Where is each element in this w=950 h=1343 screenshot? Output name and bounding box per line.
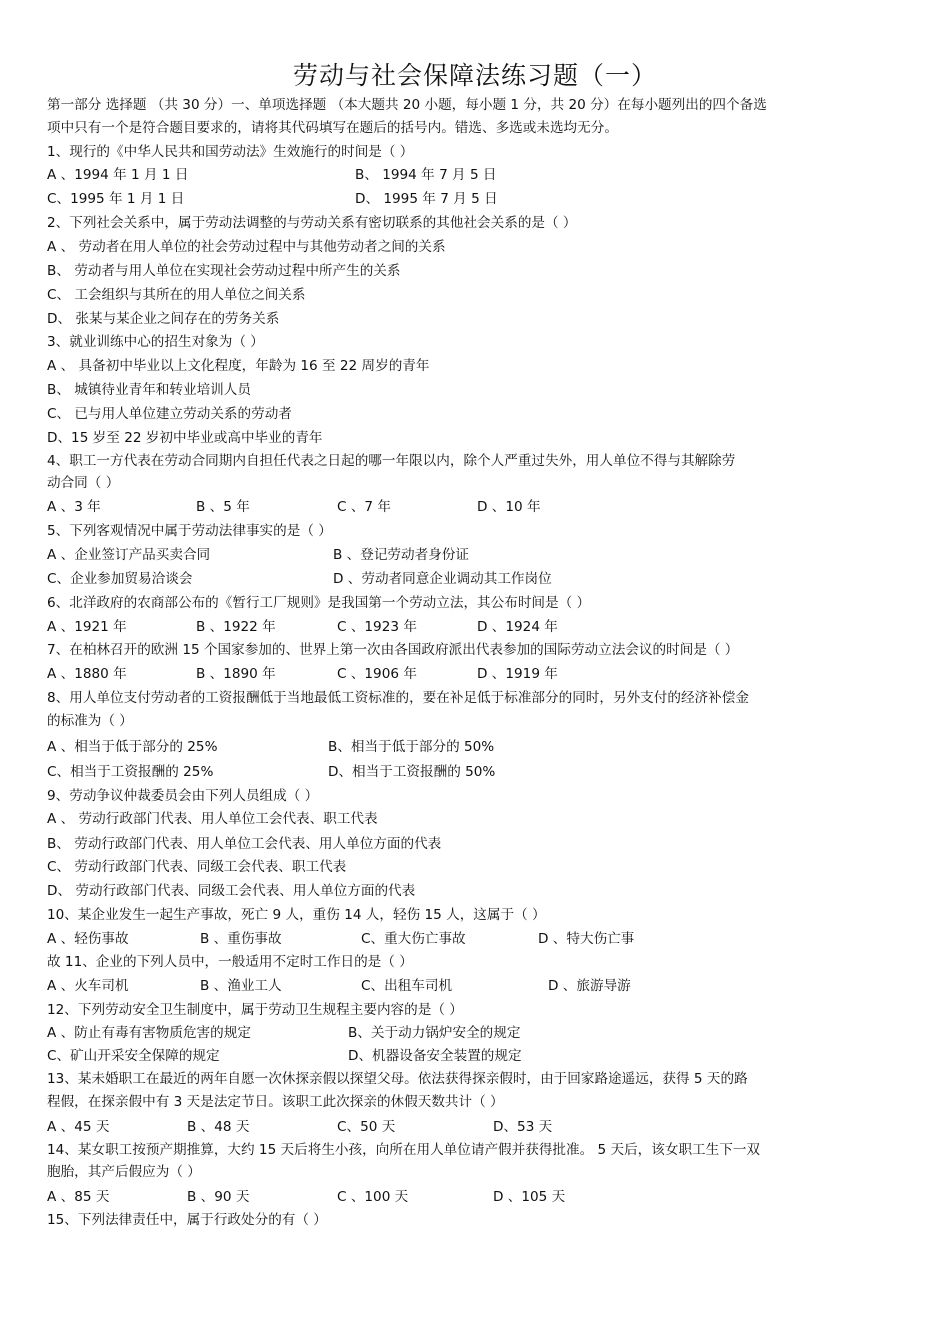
- question-3-option-a: A 、 具备初中毕业以上文化程度，年龄为 16 至 22 周岁的青年: [47, 358, 430, 374]
- question-7-option-a: A 、1880 年: [47, 666, 127, 682]
- question-7-stem: 7、在柏林召开的欧洲 15 个国家参加的、世界上第一次由各国政府派出代表参加的国际劳动立法会议的时间是（ ）: [47, 642, 739, 658]
- question-6-option-d: D 、1924 年: [477, 619, 558, 635]
- question-2-option-a: A 、 劳动者在用人单位的社会劳动过程中与其他劳动者之间的关系: [47, 239, 446, 255]
- question-3-option-b: B、 城镇待业青年和转业培训人员: [47, 382, 251, 398]
- question-4-option-c: C 、7 年: [337, 499, 391, 515]
- question-13-option-d: D、53 天: [493, 1119, 553, 1135]
- question-5-stem: 5、下列客观情况中属于劳动法律事实的是（ ）: [47, 523, 332, 539]
- question-4-option-b: B 、5 年: [196, 499, 250, 515]
- question-13-stem-line-2: 程假，在探亲假中有 3 天是法定节日。该职工此次探亲的休假天数共计（ ）: [47, 1094, 504, 1110]
- question-14-stem-line-2: 胞胎，其产后假应为（ ）: [47, 1164, 201, 1180]
- question-1-stem: 1、现行的《中华人民共和国劳动法》生效施行的时间是（ ）: [47, 144, 414, 160]
- question-12-stem: 12、下列劳动安全卫生制度中，属于劳动卫生规程主要内容的是（ ）: [47, 1002, 463, 1018]
- question-2-option-b: B、 劳动者与用人单位在实现社会劳动过程中所产生的关系: [47, 263, 401, 279]
- question-10-option-d: D 、特大伤亡事: [538, 931, 635, 947]
- question-6-stem: 6、北洋政府的农商部公布的《暂行工厂规则》是我国第一个劳动立法，其公布时间是（ ）: [47, 595, 591, 611]
- question-6-option-a: A 、1921 年: [47, 619, 127, 635]
- question-11-option-b: B 、渔业工人: [200, 978, 282, 994]
- question-1-option-a: A 、1994 年 1 月 1 日: [47, 167, 189, 183]
- question-13-option-a: A 、45 天: [47, 1119, 110, 1135]
- question-8-option-a: A 、相当于低于部分的 25%: [47, 739, 218, 755]
- question-4-stem-line-2: 动合同（ ）: [47, 475, 120, 491]
- question-14-stem-line-1: 14、某女职工按预产期推算，大约 15 天后将生小孩，向所在用人单位请产假并获得批准。 5 天后，该女职工生下一双: [47, 1142, 761, 1158]
- question-14-option-c: C 、100 天: [337, 1189, 409, 1205]
- question-9-option-b: B、 劳动行政部门代表、用人单位工会代表、用人单位方面的代表: [47, 836, 442, 852]
- question-9-option-d: D、 劳动行政部门代表、同级工会代表、用人单位方面的代表: [47, 883, 416, 899]
- question-5-option-b: B 、登记劳动者身份证: [333, 547, 469, 563]
- question-11-option-a: A 、火车司机: [47, 978, 129, 994]
- question-3-stem: 3、就业训练中心的招生对象为（ ）: [47, 334, 264, 350]
- question-4-option-d: D 、10 年: [477, 499, 541, 515]
- question-11-option-c: C、出租车司机: [361, 978, 453, 994]
- question-2-option-d: D、 张某与某企业之间存在的劳务关系: [47, 311, 280, 327]
- question-11-stem: 故 11、企业的下列人员中，一般适用不定时工作日的是（ ）: [47, 954, 413, 970]
- question-10-stem: 10、某企业发生一起生产事故，死亡 9 人，重伤 14 人，轻伤 15 人，这属于（ ）: [47, 907, 546, 923]
- intro-line-1: 第一部分 选择题 （共 30 分）一、单项选择题 （本大题共 20 小题，每小题 1 分，共 20 分）在每小题列出的四个备选: [47, 97, 767, 113]
- question-12-option-b: B、关于动力锅炉安全的规定: [348, 1025, 521, 1041]
- intro-line-2: 项中只有一个是符合题目要求的，请将其代码填写在题后的括号内。错选、多选或未选均无分。: [47, 120, 618, 136]
- page-title: 劳动与社会保障法练习题（一）: [292, 61, 657, 90]
- question-7-option-b: B 、1890 年: [196, 666, 276, 682]
- question-14-option-b: B 、90 天: [187, 1189, 250, 1205]
- question-12-option-d: D、机器设备安全装置的规定: [348, 1048, 522, 1064]
- question-5-option-d: D 、劳动者同意企业调动其工作岗位: [333, 571, 552, 587]
- question-2-option-c: C、 工会组织与其所在的用人单位之间关系: [47, 287, 306, 303]
- question-13-option-b: B 、48 天: [187, 1119, 250, 1135]
- question-12-option-a: A 、防止有毒有害物质危害的规定: [47, 1025, 251, 1041]
- question-8-option-d: D、相当于工资报酬的 50%: [328, 764, 496, 780]
- question-8-stem-line-1: 8、用人单位支付劳动者的工资报酬低于当地最低工资标准的，要在补足低于标准部分的同时，另外支付的经济补偿金: [47, 690, 749, 706]
- question-3-option-d: D、15 岁至 22 岁初中毕业或高中毕业的青年: [47, 430, 323, 446]
- question-1-option-b: B、 1994 年 7 月 5 日: [355, 167, 497, 183]
- question-14-option-d: D 、105 天: [493, 1189, 566, 1205]
- question-10-option-b: B 、重伤事故: [200, 931, 282, 947]
- question-10-option-a: A 、轻伤事故: [47, 931, 129, 947]
- question-8-option-b: B、相当于低于部分的 50%: [328, 739, 495, 755]
- question-3-option-c: C、 已与用人单位建立劳动关系的劳动者: [47, 406, 292, 422]
- question-5-option-a: A 、企业签订产品买卖合同: [47, 547, 211, 563]
- question-13-option-c: C、50 天: [337, 1119, 396, 1135]
- question-1-option-c: C、1995 年 1 月 1 日: [47, 191, 185, 207]
- question-13-stem-line-1: 13、某未婚职工在最近的两年自愿一次休探亲假以探望父母。依法获得探亲假时，由于回家路途遥远，获得 5 天的路: [47, 1071, 748, 1087]
- question-6-option-c: C 、1923 年: [337, 619, 417, 635]
- question-11-option-d: D 、旅游导游: [548, 978, 631, 994]
- question-12-option-c: C、矿山开采安全保障的规定: [47, 1048, 220, 1064]
- question-5-option-c: C、企业参加贸易洽谈会: [47, 571, 193, 587]
- question-8-option-c: C、相当于工资报酬的 25%: [47, 764, 214, 780]
- question-7-option-d: D 、1919 年: [477, 666, 558, 682]
- question-8-stem-line-2: 的标准为（ ）: [47, 713, 133, 729]
- question-9-option-c: C、 劳动行政部门代表、同级工会代表、职工代表: [47, 859, 347, 875]
- question-9-stem: 9、劳动争议仲裁委员会由下列人员组成（ ）: [47, 788, 319, 804]
- question-7-option-c: C 、1906 年: [337, 666, 417, 682]
- question-6-option-b: B 、1922 年: [196, 619, 276, 635]
- question-14-option-a: A 、85 天: [47, 1189, 110, 1205]
- question-9-option-a: A 、 劳动行政部门代表、用人单位工会代表、职工代表: [47, 811, 378, 827]
- question-4-option-a: A 、3 年: [47, 499, 101, 515]
- question-2-stem: 2、下列社会关系中，属于劳动法调整的与劳动关系有密切联系的其他社会关系的是（ ）: [47, 215, 577, 231]
- question-15-stem: 15、下列法律责任中，属于行政处分的有（ ）: [47, 1212, 327, 1228]
- question-4-stem-line-1: 4、职工一方代表在劳动合同期内自担任代表之日起的哪一年限以内，除个人严重过失外，用人单位不得与其解除劳: [47, 453, 736, 469]
- question-10-option-c: C、重大伤亡事故: [361, 931, 466, 947]
- question-1-option-d: D、 1995 年 7 月 5 日: [355, 191, 498, 207]
